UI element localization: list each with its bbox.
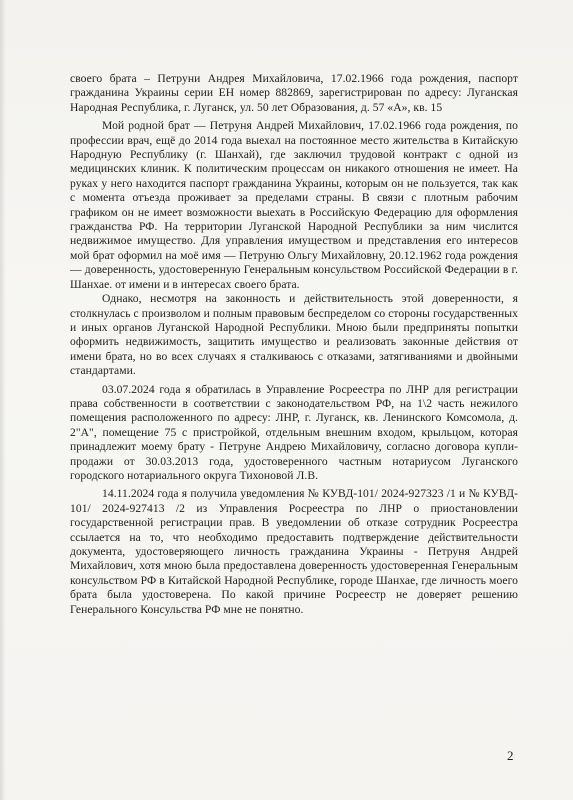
- document-body: [70, 72, 518, 617]
- paragraph-continuation: своего брата – Петруни Андрея Михайловича, 17.02.1966 года рождения, паспорт гражданина Украины серии ЕН номер 882869, зарегистрирован по адресу: Луганская Народная Республика, г. Луганск, ул. 50 лет Образования, д. 57 «А», кв. 15: [70, 72, 518, 114]
- paragraph-rosreestr-application: 03.07.2024 года я обратилась в Управление Росреестра по ЛНР для регистрации права собственности в соответствии с законодательством РФ, на 1\2 часть нежилого помещения расположенного по адресу: ЛНР, г. Луганск, кв. Ленинского Комсомола, д. 2"А", помещение 75 с пристройкой, отдельным внешним входом, крыльцом, которая принадлежит моему брату - Петруне Андрею Михайловичу, согласно договора купли-продажи от 30.03.2013 года, удостоверенного частным нотариусом Луганского городского нотариального округа Тихоновой Л.В.: [70, 382, 518, 482]
- paragraph-lawlessness: Однако, несмотря на законность и действительность этой доверенности, я столкнулась с произволом и полным правовым беспределом со стороны государственных и иных органов Луганской Народной Республики. Мною были предприняты попытки оформить недвижимость, защитить имущество и реализовать законные действия от имени брата, но во всех случаях я сталкиваюсь с отказами, затягиваниями и двойными стандартами.: [70, 292, 518, 378]
- paragraph-brother-info: Мой родной брат — Петруня Андрей Михайлович, 17.02.1966 года рождения, по профессии врач, ещё до 2014 года выехал на постоянное место жительства в Китайскую Народную Республику (г. Шанхай), где заключил трудовой контракт с одной из медицинских клиник. К политическим процессам он никакого отношения не имеет. На руках у него находится паспорт гражданина Украины, которым он не пользуется, так как с момента отъезда проживает за пределами страны. В связи с плотным рабочим графиком он не имеет возможности выехать в Российскую Федерацию для оформления гражданства РФ. На территории Луганской Народной Республики за ним числится недвижимое имущество. Для управления имуществом и представления его интересов мой брат оформил на моё имя — Петруню Ольгу Михайловну, 20.12.1962 года рождения — доверенность, удостоверенную Генеральным консульством Российской Федерации в г. Шанхае. от имени и в интересах своего брата.: [70, 119, 518, 291]
- page-number: 2: [507, 748, 514, 763]
- paragraph-suspension-notice: 14.11.2024 года я получила уведомления № КУВД-101/ 2024-927323 /1 и № КУВД- 101/ 2024-927413 /2 из Управления Росреестра по ЛНР о приостановлении государственной регистрации прав. В уведомлении об отказе сотрудник Росреестра ссылается на то, что необходимо предоставить подтверждение действительности документа, удостоверяющего личность гражданина Украины - Петруня Андрей Михайлович, хотя мною была предоставлена доверенность удостоверенная Генеральным консульством РФ в Китайской Народной Республике, городе Шанхае, где личность моего брата была удостоверена. По какой причине Росреестр не доверяет решению Генерального Консульства РФ мне не понятно.: [70, 487, 518, 616]
- page-edge-shadow: [0, 0, 6, 800]
